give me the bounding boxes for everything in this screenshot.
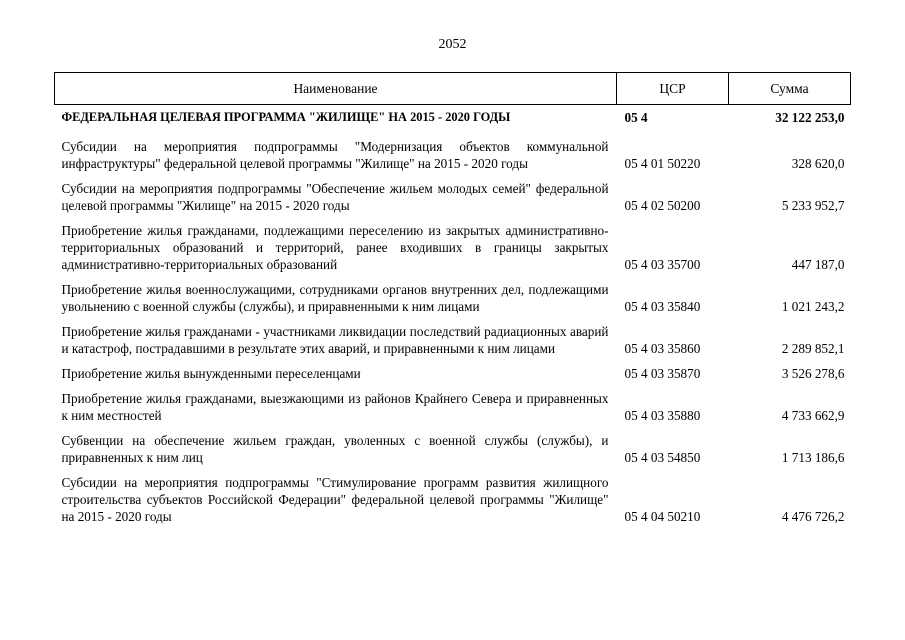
row-sum: 1 713 186,6 xyxy=(781,450,845,465)
row-csr: 05 4 04 50210 xyxy=(624,509,701,524)
row-sum: 3 526 278,6 xyxy=(781,366,845,381)
row-name: Субсидии на мероприятия подпрограммы "Модернизация объектов коммунальной инфраструктуры" федеральной целевой программы "Жилище" на 2015 - 2020 годы xyxy=(61,139,609,171)
row-csr: 05 4 01 50220 xyxy=(624,156,701,171)
row-sum: 1 021 243,2 xyxy=(781,299,845,314)
table-row xyxy=(55,424,851,466)
table-row xyxy=(55,172,851,214)
row-name: Субсидии на мероприятия подпрограммы "Стимулирование программ развития жилищного строительства субъектов Российской Федерации" федеральной целевой программы "Жилище" на 2015 - 2020 годы xyxy=(61,475,609,524)
row-csr: 05 4 02 50200 xyxy=(624,198,701,213)
program-row xyxy=(55,105,851,131)
row-sum: 447 187,0 xyxy=(791,257,845,272)
row-csr: 05 4 03 35840 xyxy=(624,299,701,314)
budget-table xyxy=(54,72,851,525)
table-header xyxy=(55,73,851,105)
row-name: Приобретение жилья военнослужащими, сотрудниками органов внутренних дел, подлежащими увольнению с военной службы (службы), и приравненными к ним лицами xyxy=(61,282,609,314)
table-row xyxy=(55,357,851,382)
program-name: ФЕДЕРАЛЬНАЯ ЦЕЛЕВАЯ ПРОГРАММА "ЖИЛИЩЕ" НА 2015 - 2020 ГОДЫ xyxy=(61,110,511,124)
table-row xyxy=(55,130,851,172)
header-csr: ЦСР xyxy=(617,73,729,105)
table-row xyxy=(55,466,851,525)
table-row xyxy=(55,273,851,315)
row-name: Приобретение жилья гражданами - участниками ликвидации последствий радиационных аварий и катастроф, пострадавшими в результате этих аварий, и приравненными к ним лицами xyxy=(61,324,609,356)
row-csr: 05 4 03 54850 xyxy=(624,450,701,465)
row-sum: 328 620,0 xyxy=(791,156,845,171)
row-name: Субвенции на обеспечение жильем граждан, уволенных с военной службы (службы), и приравненных к ним лиц xyxy=(61,433,609,465)
header-sum: Сумма xyxy=(729,73,851,105)
table-row xyxy=(55,214,851,273)
row-name: Приобретение жилья гражданами, подлежащими переселению из закрытых административно-территориальных образований и территорий, ранее входивших в границы закрытых административно-территориальных образований xyxy=(61,223,609,272)
program-csr: 05 4 xyxy=(624,110,648,125)
page-number: 2052 xyxy=(438,37,467,52)
row-name: Субсидии на мероприятия подпрограммы "Обеспечение жильем молодых семей" федеральной целевой программы "Жилище" на 2015 - 2020 годы xyxy=(61,181,609,213)
header-name: Наименование xyxy=(55,73,617,105)
row-name: Приобретение жилья вынужденными переселенцами xyxy=(61,366,361,381)
program-sum: 32 122 253,0 xyxy=(775,110,845,125)
row-sum: 5 233 952,7 xyxy=(781,198,845,213)
row-csr: 05 4 03 35700 xyxy=(624,257,701,272)
table-body xyxy=(55,105,851,526)
row-sum: 2 289 852,1 xyxy=(781,341,845,356)
row-csr: 05 4 03 35860 xyxy=(624,341,701,356)
table-row xyxy=(55,382,851,424)
row-sum: 4 476 726,2 xyxy=(781,509,845,524)
row-csr: 05 4 03 35870 xyxy=(624,366,701,381)
row-csr: 05 4 03 35880 xyxy=(624,408,701,423)
table-row xyxy=(55,315,851,357)
row-sum: 4 733 662,9 xyxy=(781,408,845,423)
row-name: Приобретение жилья гражданами, выезжающими из районов Крайнего Севера и приравненных к ним местностей xyxy=(61,391,609,423)
